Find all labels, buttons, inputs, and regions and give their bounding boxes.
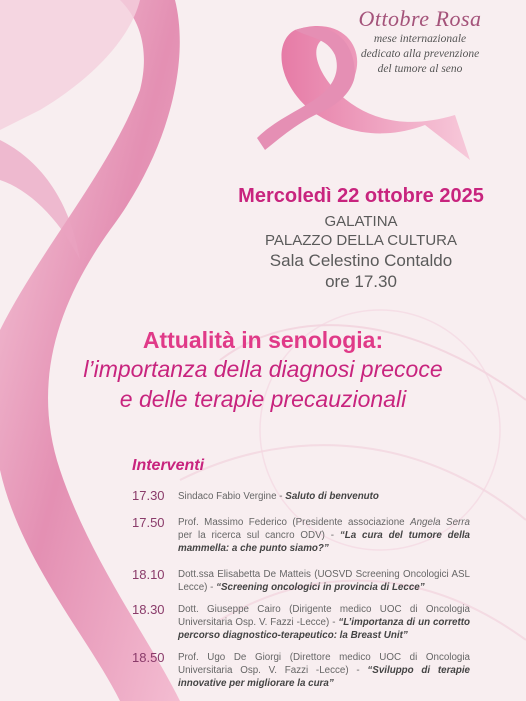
event-header bbox=[325, 6, 515, 77]
item-talk: “La cura del tumore della mammella: a che punto siamo?” bbox=[178, 530, 470, 554]
item-speaker-association: Angela Serra bbox=[410, 517, 470, 528]
event-location bbox=[200, 212, 522, 292]
event-time: ore 17.30 bbox=[325, 272, 397, 291]
item-talk: “Sviluppo di terapie innovative per migliorare la cura” bbox=[178, 665, 471, 689]
event-subject bbox=[0, 327, 526, 414]
item-time: 18.50 bbox=[132, 650, 165, 665]
item-time: 18.10 bbox=[132, 567, 165, 582]
event-date: Mercoledì 22 ottobre 2025 bbox=[238, 185, 484, 207]
item-talk: “Screening oncologici in provincia di Lecce” bbox=[216, 582, 425, 593]
event-city: GALATINA bbox=[324, 213, 398, 230]
item-speaker: Dott. Giuseppe Cairo (Dirigente medico UOC di Oncologia Universitaria Osp. V. Fazzi -Lecce) - bbox=[178, 604, 470, 628]
item-time: 17.50 bbox=[132, 515, 165, 530]
item-speaker-cont: per la ricerca sul cancro ODV) - bbox=[178, 530, 340, 541]
item-talk: “L’importanza di un corretto percorso diagnostico-terapeutico: la Breast Unit” bbox=[178, 617, 470, 641]
subject-line-2: l’importanza della diagnosi precoce bbox=[83, 356, 443, 382]
item-talk: Saluto di benvenuto bbox=[285, 491, 379, 502]
header-line-3: del tumore al seno bbox=[377, 63, 463, 75]
header-title: Ottobre Rosa bbox=[358, 6, 482, 31]
subject-line-3: e delle terapie precauzionali bbox=[119, 386, 407, 412]
item-speaker: Sindaco Fabio Vergine - bbox=[178, 491, 286, 502]
subject-title: Attualità in senologia bbox=[142, 327, 376, 353]
item-time: 17.30 bbox=[132, 488, 165, 503]
header-line-2: dedicato alla prevenzione bbox=[360, 48, 480, 60]
event-room: Sala Celestino Contaldo bbox=[269, 251, 453, 270]
interventi-heading: Interventi bbox=[132, 457, 205, 474]
subject-colon: : bbox=[375, 327, 384, 353]
item-speaker: Prof. Ugo De Giorgi (Direttore medico UOC di Oncologia Universitaria Osp. V. Fazzi -Lecce) - bbox=[178, 652, 470, 676]
event-venue: PALAZZO DELLA CULTURA bbox=[265, 232, 457, 249]
header-line-1: mese internazionale bbox=[373, 33, 467, 45]
item-speaker: Dott.ssa Elisabetta De Matteis (UOSVD Screening Oncologici ASL Lecce) - bbox=[178, 569, 470, 593]
item-time: 18.30 bbox=[132, 602, 165, 617]
item-speaker: Prof. Massimo Federico (Presidente associazione bbox=[178, 517, 411, 528]
